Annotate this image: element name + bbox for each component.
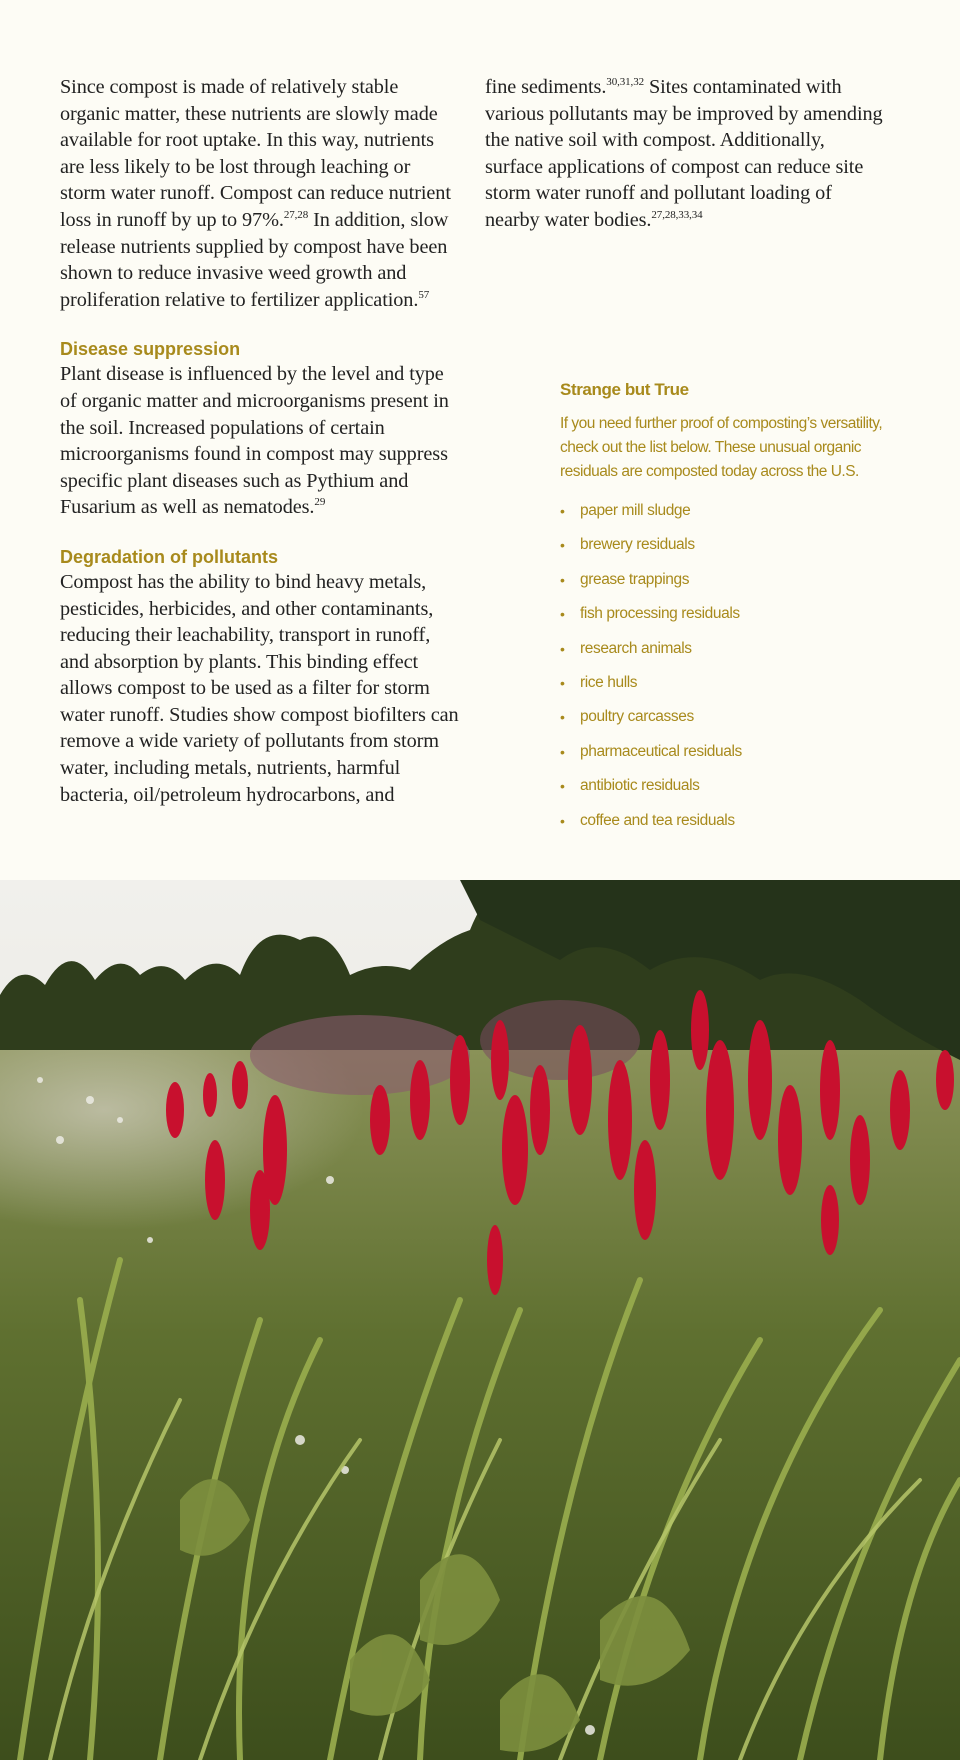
bullet-icon: • <box>560 571 565 588</box>
disease-text: Plant disease is influenced by the level and type of organic matter and microorganisms present in the soil. Increased populations of certain microorganisms found in compost may suppress specific plant diseases such as Pythium and Fusarium as well as nematodes. <box>60 363 449 519</box>
list-item-label: paper mill sludge <box>580 502 691 519</box>
citation-29: 29 <box>314 496 326 509</box>
sidebar-title: Strange but True <box>560 380 689 399</box>
degradation-heading: Degradation of pollutants <box>60 546 278 567</box>
bullet-icon: • <box>560 606 565 623</box>
meadow-illustration <box>0 880 960 1760</box>
bullet-icon: • <box>560 778 565 795</box>
continuation-text-cont: Sites contaminated with various pollutants may be improved by amending the native soil with compost. Additionally, surface applications of compost can reduce site storm water runoff and pollutant loading of nearby water bodies. <box>485 76 883 231</box>
strange-but-true-sidebar <box>560 380 890 838</box>
list-item-label: pharmaceutical residuals <box>580 742 742 760</box>
list-item-label: poultry carcasses <box>580 708 694 726</box>
sidebar-intro: If you need further proof of composting’s versatility, check out the list below. These unusual organic residuals are composted today across the U.S. <box>560 415 883 480</box>
citation-27-28-33-34: 27,28,33,34 <box>651 208 703 221</box>
citation-30-31-32: 30,31,32 <box>606 76 644 88</box>
list-item <box>560 528 890 562</box>
citation-57: 57 <box>418 288 430 301</box>
list-item-label: rice hulls <box>580 674 638 692</box>
citation-27-28: 27,28 <box>283 208 309 221</box>
intro-text: Since compost is made of relatively stable organic matter, these nutrients are slowly made available for root uptake. In this way, nutrients are less likely to be lost through leaching or storm water runoff. Compost can reduce nutrient loss in runoff by up to 97%. <box>60 76 451 231</box>
bullet-icon: • <box>560 537 565 554</box>
list-item <box>560 735 890 769</box>
wetland-meadow-photo <box>0 880 960 1760</box>
right-column <box>485 74 885 234</box>
list-item <box>560 804 890 838</box>
list-item <box>560 700 890 734</box>
list-item-label: grease trappings <box>580 570 690 588</box>
list-item-label: fish processing residuals <box>580 605 740 623</box>
list-item <box>560 666 890 700</box>
bullet-icon: • <box>560 675 565 692</box>
bullet-icon: • <box>560 640 565 657</box>
disease-suppression-heading: Disease suppression <box>60 339 241 360</box>
continuation-text: fine sediments. <box>485 76 607 98</box>
continuation-paragraph <box>485 74 885 234</box>
bullet-icon: • <box>560 743 565 760</box>
bullet-icon: • <box>560 709 565 726</box>
list-item <box>560 494 890 528</box>
list-item <box>560 563 890 597</box>
list-item-label: research animals <box>580 639 692 657</box>
residuals-list <box>560 494 890 838</box>
degradation-paragraph: Compost has the ability to bind heavy metals, pesticides, herbicides, and other contaminants, reducing their leachability, transport in runoff, and absorption by plants. This binding effect allows compost to be used as a filter for storm water runoff. Studies show compost biofilters can remove a wide variety of pollutants from storm water, including metals, nutrients, harmful bacteria, oil/petroleum hydrocarbons, and <box>60 570 459 806</box>
list-item <box>560 769 890 803</box>
list-item <box>560 632 890 666</box>
list-item <box>560 597 890 631</box>
disease-paragraph <box>60 361 460 521</box>
list-item-label: coffee and tea residuals <box>580 811 735 829</box>
list-item-label: brewery residuals <box>580 536 695 554</box>
bullet-icon: • <box>560 503 565 519</box>
intro-text-cont: In addition, slow release nutrients supplied by compost have been shown to reduce invasive weed growth and proliferation relative to fertilizer application. <box>60 208 449 311</box>
bullet-icon: • <box>560 812 565 829</box>
left-column <box>60 74 460 808</box>
list-item-label: antibiotic residuals <box>580 777 700 795</box>
intro-paragraph <box>60 74 460 313</box>
